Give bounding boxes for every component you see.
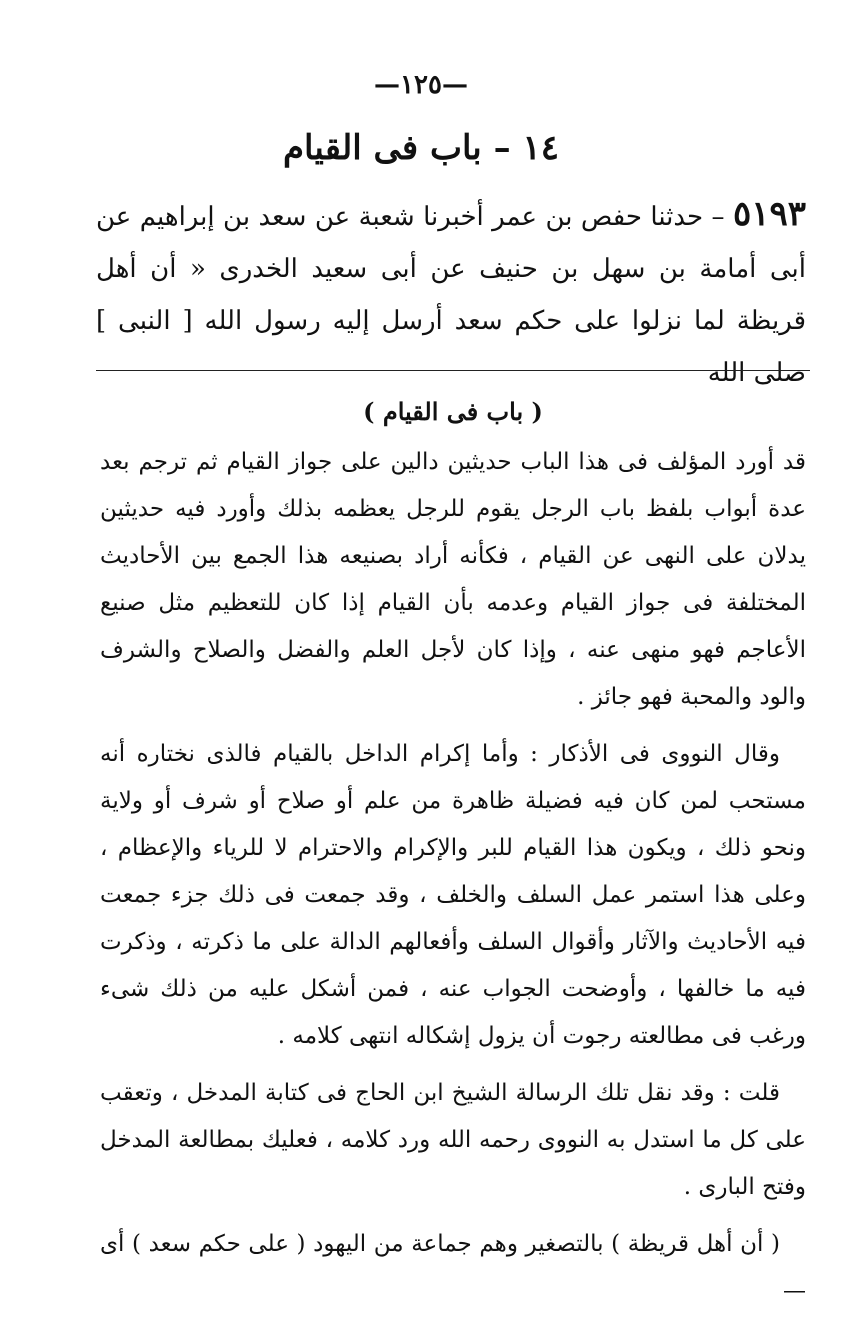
chapter-title: ١٤ – باب فى القيام <box>283 128 559 168</box>
hadith-text-block <box>96 188 806 399</box>
commentary-paragraph: ( أن أهل قريظة ) بالتصغير وهم جماعة من اليهود ( على حكم سعد ) أى — <box>100 1231 806 1304</box>
commentary-block <box>100 388 806 1325</box>
divider-line <box>96 370 810 371</box>
hadith-number: ٥١٩٣ <box>732 194 806 234</box>
hadith-text: – حدثنا حفص بن عمر أخبرنا شعبة عن سعد بن إبراهيم عن أبى أمامة بن سهل بن حنيف عن أبى سعيد الخدرى « أن أهل قريظة لما نزلوا على حكم سعد أرسل إليه رسول الله [ النبى ] صلى الله <box>96 202 806 388</box>
commentary-paragraph: قد أورد المؤلف فى هذا الباب حديثين دالين على جواز القيام ثم ترجم بعد عدة أبواب بلفظ باب الرجل يقوم للرجل يعظمه بذلك وأورد فيه حديثين يدلان على النهى عن القيام ، فكأنه أراد بصنيعه هذا الجمع بين الأحاديث المختلفة فى جواز القيام وعدمه بأن القيام إذا كان للتعظيم مثل صنيع الأعاجم فهو منهى عنه ، وإذا كان لأجل العلم والفضل والصلاح والشرف والود والمحبة فهو جائز . <box>100 449 806 710</box>
commentary-paragraph: قلت : وقد نقل تلك الرسالة الشيخ ابن الحاج فى كتابة المدخل ، وتعقب على كل ما استدل به النووى رحمه الله ورد كلامه ، فعليك بمطالعة المدخل وفتح البارى . <box>100 1080 806 1200</box>
commentary-paragraph: وقال النووى فى الأذكار : وأما إكرام الداخل بالقيام فالذى نختاره أنه مستحب لمن كان فيه فضيلة ظاهرة من علم أو صلاح أو شرف أو ولاية ونحو ذلك ، ويكون هذا القيام للبر والإكرام والاحترام لا للرياء والإعظام ، وعلى هذا استمر عمل السلف والخلف ، وقد جمعت فى ذلك جزء جمعت فيه الأحاديث والآثار وأقوال السلف وأفعالهم الدالة على ما ذكرته ، وذكرت فيه ما خالفها ، وأوضحت الجواب عنه ، فمن أشكل عليه من ذلك شىء ورغب فى مطالعته رجوت أن يزول إشكاله انتهى كلامه . <box>100 741 806 1049</box>
commentary-heading: ( باب فى القيام ) <box>363 397 543 426</box>
page-number: —١٢٥— <box>374 70 468 100</box>
